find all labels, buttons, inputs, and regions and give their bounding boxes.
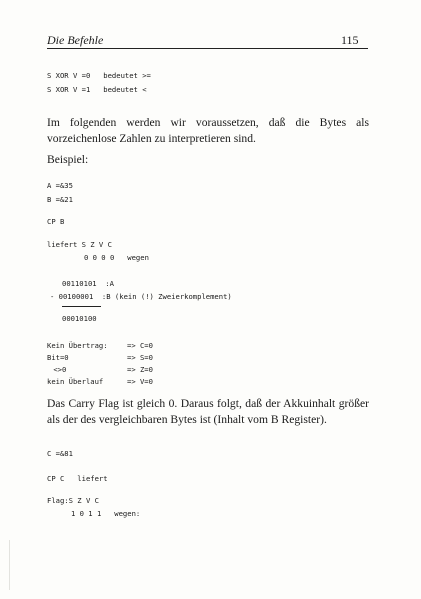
scan-edge-mark xyxy=(9,540,10,590)
flag-value: => Z=0 xyxy=(127,365,153,374)
code-line: A =&35 xyxy=(47,181,73,190)
running-header-title: Die Befehle xyxy=(47,33,104,47)
code-line: - 00100001 :B (kein (!) Zweierkomplement) xyxy=(50,292,232,301)
code-line: C =&81 xyxy=(47,449,73,458)
code-line: 00110101 :A xyxy=(62,279,114,288)
code-line: S XOR V =0 bedeutet >= xyxy=(47,71,151,80)
example-heading: Beispiel: xyxy=(47,153,89,166)
code-line: 00010100 xyxy=(62,314,97,323)
code-line: CP B xyxy=(47,217,65,226)
code-line: liefert S Z V C xyxy=(47,240,112,249)
flag-label: kein Überlauf xyxy=(47,377,104,386)
flag-label: <>0 xyxy=(49,365,67,374)
flag-value: => C=0 xyxy=(127,341,153,350)
code-line: CP C liefert xyxy=(47,474,108,483)
code-line: 0 0 0 0 wegen xyxy=(84,253,149,262)
flag-value: => V=0 xyxy=(127,377,153,386)
flag-value: => S=0 xyxy=(127,353,153,362)
body-paragraph: Im folgenden werden wir voraussetzen, daß die Bytes als vorzeichenlose Zahlen zu interpretieren sind. xyxy=(47,116,369,145)
page-number: 115 xyxy=(341,33,359,47)
subtraction-rule xyxy=(62,306,101,307)
body-paragraph: Das Carry Flag ist gleich 0. Daraus folgt, daß der Akkuinhalt größer als der des vergleichbaren Bytes ist (Inhalt vom B Register). xyxy=(47,397,369,426)
header-rule xyxy=(47,48,368,49)
code-line: S XOR V =1 bedeutet < xyxy=(47,85,147,94)
code-line: B =&21 xyxy=(47,195,73,204)
code-line: Flag:S Z V C xyxy=(47,496,99,505)
flag-label: Kein Übertrag: xyxy=(47,341,108,350)
flag-label: Bit=0 xyxy=(47,353,69,362)
code-line: 1 0 1 1 wegen: xyxy=(71,509,141,518)
